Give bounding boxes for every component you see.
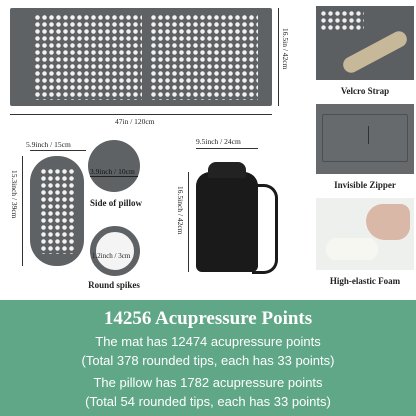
summary-line-3: The pillow has 1782 acupressure points <box>93 375 323 390</box>
feature-foam-caption: High-elastic Foam <box>329 276 401 286</box>
feature-velcro-photo <box>316 6 414 80</box>
round-spike-label: 1.2inch / 3cm <box>92 252 131 260</box>
summary-line-2: (Total 378 rounded tips, each has 33 points) <box>81 353 335 368</box>
bag-body <box>196 172 258 272</box>
mat-spikes-right <box>150 14 258 100</box>
pillow-spikes <box>40 168 74 254</box>
pillow-width-line <box>30 150 86 151</box>
pillow-side-circle <box>88 140 140 192</box>
mat-height-label: 16.5in / 42cm <box>281 28 290 70</box>
pillow-side-diameter-line <box>90 176 138 177</box>
mat-width-line <box>10 114 272 115</box>
bag-height-line <box>188 172 189 272</box>
mat-width-label: 47in / 120cm <box>115 117 155 126</box>
mat-height-line <box>278 8 279 106</box>
acupressure-mat <box>10 8 272 106</box>
mat-spikes-left <box>34 14 142 100</box>
round-spike-circle <box>90 226 140 276</box>
bag-width-line <box>196 148 258 149</box>
summary-headline: 14256 Acupressure Points <box>103 308 313 329</box>
summary-line-1: The mat has 12474 acupressure points <box>95 334 321 349</box>
pillow-width-label: 5.9inch / 15cm <box>26 140 71 149</box>
feature-zipper-caption: Invisible Zipper <box>334 180 396 190</box>
summary-line-4: (Total 54 rounded tips, each has 33 points) <box>85 394 331 409</box>
round-spike-caption: Round spikes <box>88 280 140 290</box>
pillow-length-label: 15.3inch / 39cm <box>10 170 19 219</box>
pillow-side-diameter-label: 3.9inch / 10cm <box>90 167 135 176</box>
bag-top <box>208 162 246 178</box>
feature-foam-photo <box>316 198 414 270</box>
pillow-length-line <box>22 156 23 266</box>
pillow-side-caption: Side of pillow <box>89 198 142 208</box>
feature-velcro-caption: Velcro Strap <box>340 86 390 96</box>
bag-height-label: 16.5inch / 42cm <box>176 186 185 235</box>
pillow-body <box>30 156 84 266</box>
bag-width-label: 9.5inch / 24cm <box>196 137 241 146</box>
feature-zipper-photo <box>316 104 414 174</box>
